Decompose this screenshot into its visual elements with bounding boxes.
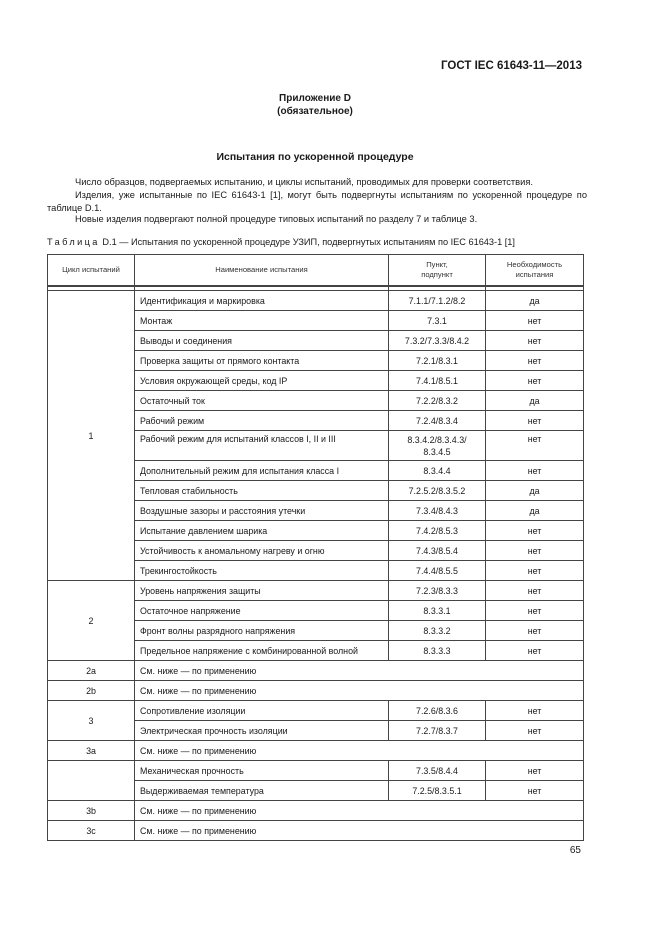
table-row [48, 581, 584, 601]
cycle-cell: 3 [48, 701, 135, 741]
test-clause: 7.3.2/7.3.3/8.4.2 [389, 331, 486, 351]
paragraph-1: Число образцов, подвергаемых испытанию, и циклы испытаний, проводимых для проверки соответствия. [75, 177, 533, 187]
table-row [48, 741, 584, 761]
cycle-cell: 3a [48, 741, 135, 761]
test-clause: 7.2.5/8.3.5.1 [389, 781, 486, 801]
tests-table [47, 254, 584, 841]
test-name: Выдерживаемая температура [135, 781, 389, 801]
test-need: нет [486, 561, 584, 581]
test-need: нет [486, 311, 584, 331]
test-clause: 7.2.1/8.3.1 [389, 351, 486, 371]
test-name: Устойчивость к аномальному нагреву и огню [135, 541, 389, 561]
cycle-cell: 2 [48, 581, 135, 661]
test-name: Условия окружающей среды, код IP [135, 371, 389, 391]
see-below-note: См. ниже — по применению [135, 741, 584, 761]
test-need: да [486, 291, 584, 311]
test-need: нет [486, 601, 584, 621]
test-need: нет [486, 431, 584, 461]
test-clause: 8.3.3.1 [389, 601, 486, 621]
test-need: нет [486, 761, 584, 781]
test-need: нет [486, 581, 584, 601]
test-name: Проверка защиты от прямого контакта [135, 351, 389, 371]
test-need: нет [486, 351, 584, 371]
test-clause: 7.3.1 [389, 311, 486, 331]
test-clause: 7.4.3/8.5.4 [389, 541, 486, 561]
appendix-title: Приложение D [279, 93, 351, 104]
cycle-cell: 3c [48, 821, 135, 841]
test-name: Монтаж [135, 311, 389, 331]
page-number: 65 [569, 845, 581, 856]
test-clause: 7.3.5/8.4.4 [389, 761, 486, 781]
test-need: да [486, 391, 584, 411]
test-name: Дополнительный режим для испытания класса I [135, 461, 389, 481]
test-need: нет [486, 781, 584, 801]
test-clause: 7.2.4/8.3.4 [389, 411, 486, 431]
test-name: Остаточный ток [135, 391, 389, 411]
test-name: Сопротивление изоляции [135, 701, 389, 721]
cycle-cell-empty [48, 761, 135, 801]
test-name: Воздушные зазоры и расстояния утечки [135, 501, 389, 521]
test-clause: 8.3.4.4 [389, 461, 486, 481]
test-name: Испытание давлением шарика [135, 521, 389, 541]
test-need: нет [486, 701, 584, 721]
test-clause: 7.4.1/8.5.1 [389, 371, 486, 391]
test-need: нет [486, 331, 584, 351]
table-row [48, 291, 584, 311]
test-clause: 7.1.1/7.1.2/8.2 [389, 291, 486, 311]
test-clause: 8.3.4.2/8.3.4.3/ 8.3.4.5 [389, 431, 486, 461]
test-clause: 7.2.7/8.3.7 [389, 721, 486, 741]
header-name: Наименование испытания [135, 255, 389, 287]
test-need: нет [486, 541, 584, 561]
test-need: нет [486, 641, 584, 661]
test-need: нет [486, 371, 584, 391]
test-name: Электрическая прочность изоляции [135, 721, 389, 741]
see-below-note: См. ниже — по применению [135, 801, 584, 821]
header-need: Необходимость испытания [486, 255, 584, 287]
test-clause: 7.2.6/8.3.6 [389, 701, 486, 721]
appendix-heading [0, 92, 630, 118]
test-clause: 7.3.4/8.4.3 [389, 501, 486, 521]
test-name: Рабочий режим [135, 411, 389, 431]
header-cycle: Цикл испытаний [48, 255, 135, 287]
test-name: Рабочий режим для испытаний классов I, II и III [135, 431, 389, 461]
appendix-subtitle: (обязательное) [277, 106, 353, 117]
cycle-cell: 3b [48, 801, 135, 821]
see-below-note: См. ниже — по применению [135, 821, 584, 841]
test-need: нет [486, 721, 584, 741]
test-clause: 7.2.3/8.3.3 [389, 581, 486, 601]
test-need: нет [486, 461, 584, 481]
test-need: да [486, 501, 584, 521]
test-name: Уровень напряжения защиты [135, 581, 389, 601]
test-clause: 8.3.3.3 [389, 641, 486, 661]
table-row [48, 681, 584, 701]
cycle-cell: 1 [48, 291, 135, 581]
table-caption-text: D.1 — Испытания по ускоренной процедуре УЗИП, подвергнутых испытаниям по IEC 61643-1 [1] [99, 237, 515, 247]
table-row [48, 761, 584, 781]
table-caption-label: Таблица [47, 237, 100, 247]
header-clause: Пункт, подпункт [389, 255, 486, 287]
test-name: Механическая прочность [135, 761, 389, 781]
see-below-note: См. ниже — по применению [135, 681, 584, 701]
test-name: Идентификация и маркировка [135, 291, 389, 311]
test-need: нет [486, 621, 584, 641]
test-clause: 7.4.2/8.5.3 [389, 521, 486, 541]
cycle-cell: 2a [48, 661, 135, 681]
see-below-note: См. ниже — по применению [135, 661, 584, 681]
test-need: нет [486, 521, 584, 541]
table-row [48, 701, 584, 721]
table-row [48, 821, 584, 841]
test-name: Фронт волны разрядного напряжения [135, 621, 389, 641]
test-name: Тепловая стабильность [135, 481, 389, 501]
table-row [48, 661, 584, 681]
section-title: Испытания по ускоренной процедуре [216, 151, 414, 163]
test-need: да [486, 481, 584, 501]
standard-code: ГОСТ IEC 61643-11—2013 [441, 60, 582, 72]
table-row [48, 801, 584, 821]
test-name: Остаточное напряжение [135, 601, 389, 621]
test-clause: 8.3.3.2 [389, 621, 486, 641]
test-clause: 7.2.2/8.3.2 [389, 391, 486, 411]
paragraph-3: Новые изделия подвергают полной процедуре типовых испытаний по разделу 7 и таблице 3. [75, 214, 478, 224]
paragraph-2: Изделия, уже испытанные по IEC 61643-1 [1], могут быть подвергнуты испытаниям по ускоренной процедуре по таблице D.1. [47, 190, 587, 213]
test-name: Выводы и соединения [135, 331, 389, 351]
test-name: Предельное напряжение с комбинированной волной [135, 641, 389, 661]
test-need: нет [486, 411, 584, 431]
test-name: Трекингостойкость [135, 561, 389, 581]
cycle-cell: 2b [48, 681, 135, 701]
test-clause: 7.2.5.2/8.3.5.2 [389, 481, 486, 501]
table-header-row [48, 255, 584, 287]
test-clause: 7.4.4/8.5.5 [389, 561, 486, 581]
table-caption [47, 237, 515, 247]
